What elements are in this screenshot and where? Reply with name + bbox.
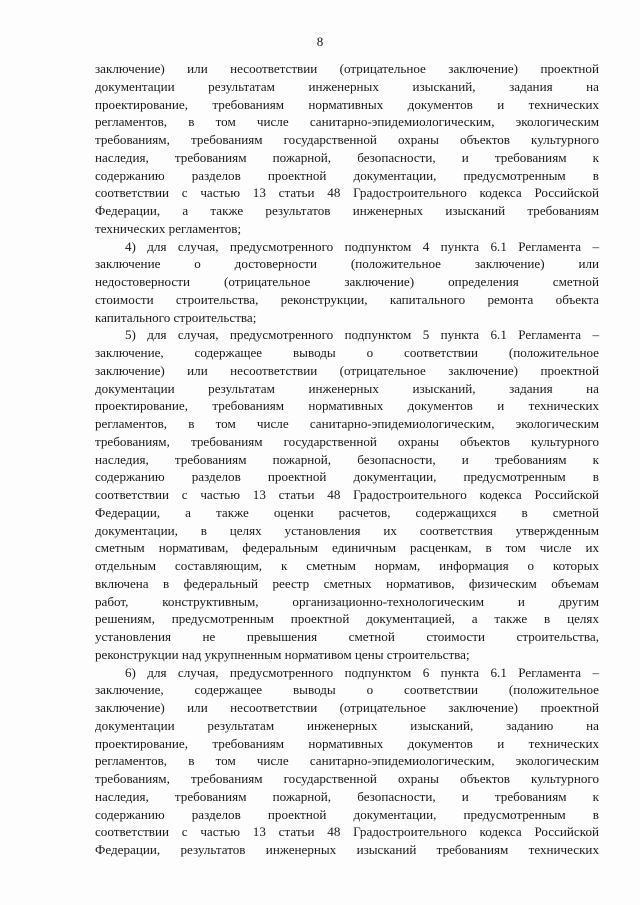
text-line: Федерации, результатов инженерных изысканий требованиям технических — [95, 842, 599, 857]
text-line: документации результатам инженерных изысканий, задания на — [95, 380, 599, 396]
text-line: 6) для случая, предусмотренного подпунктом 6 пункта 6.1 Регламента – — [125, 664, 599, 680]
text-line: наследия, требованиям пожарной, безопасности, и требованиям к — [95, 451, 599, 467]
text-line: документации, в целях установления их соответствия утвержденным — [95, 522, 599, 538]
text-line: капитального строительства; — [95, 309, 257, 325]
text-line: работ, конструктивным, организационно-технологическим и другим — [95, 593, 599, 609]
text-line: заключение) или несоответствии (отрицательное заключение) проектной — [95, 362, 599, 378]
text-line: заключение, содержащее выводы о соответствии (положительное — [95, 345, 599, 360]
text-line: стоимости строительства, реконструкции, капитального ремонта объекта — [95, 291, 599, 307]
text-line: требованиям, требованиям государственной охраны объектов культурного — [95, 433, 599, 449]
text-line: регламентов, в том числе санитарно-эпидемиологическим, экологическим — [95, 753, 599, 769]
page-number: 8 — [316, 34, 324, 49]
text-line: включена в федеральный реестр сметных нормативов, физическим объемам — [95, 575, 599, 591]
text-line: документации результатам инженерных изысканий, задания на — [95, 78, 599, 94]
text-line: сметным нормативам, федеральным единичным расценкам, в том числе их — [95, 540, 599, 556]
text-line: установления не превышения сметной стоимости строительства, — [95, 629, 599, 644]
text-line: отдельным составляющим, к сметным нормам, информация о которых — [95, 558, 599, 573]
body-text — [95, 60, 599, 859]
text-line: наследия, требованиям пожарной, безопасности, и требованиям к — [95, 788, 599, 804]
text-line: требованиям, требованиям государственной охраны объектов культурного — [95, 132, 599, 147]
text-line: 5) для случая, предусмотренного подпунктом 5 пункта 6.1 Регламента – — [125, 327, 599, 343]
text-line: регламентов, в том числе санитарно-эпидемиологическим, экологическим — [95, 416, 599, 431]
text-line: заключение, содержащее выводы о соответствии (положительное — [95, 682, 599, 698]
text-line: технических регламентов; — [95, 220, 242, 236]
text-line: содержанию разделов проектной документации, предусмотренным в — [95, 167, 599, 183]
text-line: проектирование, требованиям нормативных документов и технических — [95, 96, 599, 112]
text-line: Федерации, а также оценки расчетов, содержащихся в сметной — [95, 504, 599, 520]
text-line: заключение) или несоответствии (отрицательное заключение) проектной — [95, 700, 599, 715]
text-line: заключение о достоверности (положительное заключение) или — [95, 256, 599, 272]
text-line: документации результатам инженерных изысканий, заданию на — [95, 717, 599, 733]
text-line: требованиям, требованиям государственной охраны объектов культурного — [95, 771, 599, 786]
text-line: содержанию разделов проектной документации, предусмотренным в — [95, 806, 599, 822]
text-line: заключение) или несоответствии (отрицательное заключение) проектной — [95, 61, 599, 76]
text-line: регламентов, в том числе санитарно-эпидемиологическим, экологическим — [95, 114, 599, 130]
text-line: проектирование, требованиям нормативных документов и технических — [95, 735, 599, 751]
text-line: наследия, требованиям пожарной, безопасности, и требованиям к — [95, 149, 599, 165]
text-line: 4) для случая, предусмотренного подпунктом 4 пункта 6.1 Регламента – — [125, 238, 599, 254]
text-line: недостоверности (отрицательное заключение) определения сметной — [95, 274, 599, 289]
text-line: соответствии с частью 13 статьи 48 Градостроительного кодекса Российской — [95, 824, 599, 840]
text-line: проектирование, требованиям нормативных документов и технических — [95, 398, 599, 414]
text-line: Федерации, а также результатов инженерных изысканий требованиям — [95, 203, 599, 218]
text-line: решениям, предусмотренным проектной документацией, а также в целях — [95, 611, 599, 627]
text-line: соответствии с частью 13 статьи 48 Градостроительного кодекса Российской — [95, 487, 599, 502]
text-line: соответствии с частью 13 статьи 48 Градостроительного кодекса Российской — [95, 185, 599, 201]
text-line: содержанию разделов проектной документации, предусмотренным в — [95, 469, 599, 485]
text-line: реконструкции над укрупненным нормативом цены строительства; — [95, 646, 470, 662]
